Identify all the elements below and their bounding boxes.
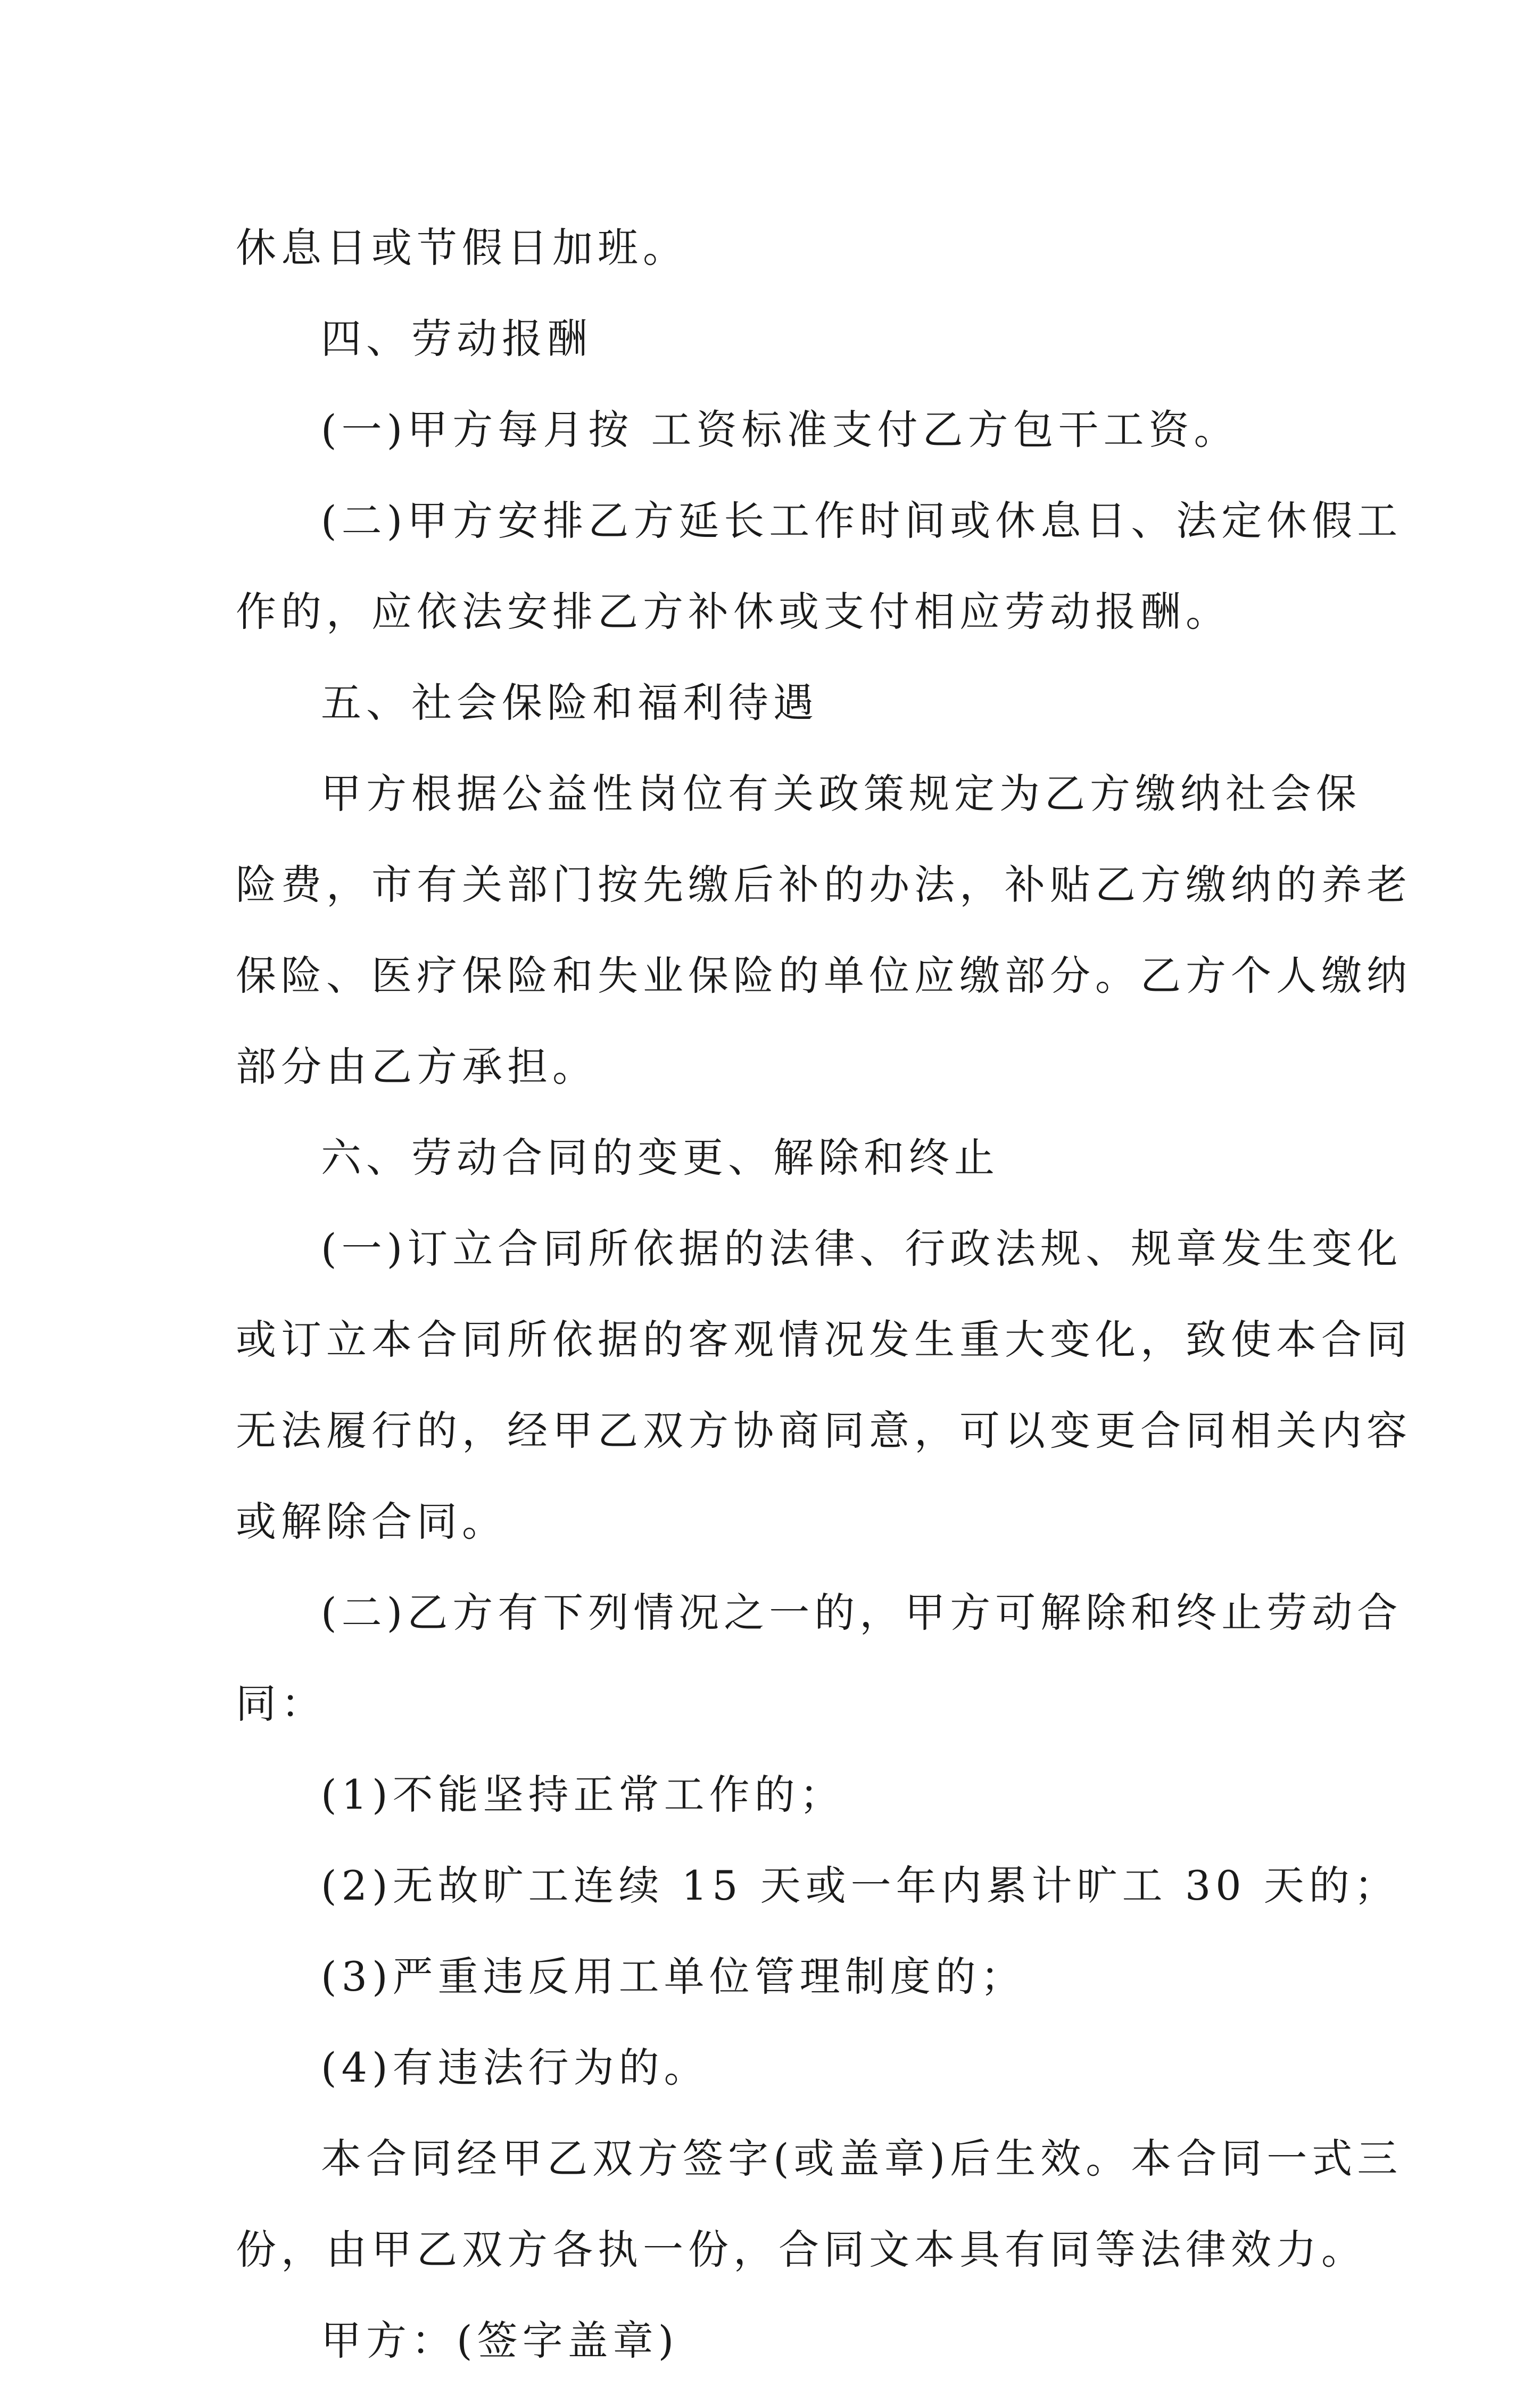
section-heading-social-insurance: 五、社会保险和福利待遇	[321, 679, 818, 726]
text-line-14: 或解除合同。	[236, 1498, 507, 1545]
list-item-3: (3)严重违反用工单位管理制度的；	[321, 1953, 1026, 2000]
text-line-22: 份，由甲乙双方各执一份，合同文本具有同等法律效力。	[236, 2226, 1367, 2273]
text-line-7: 险费，市有关部门按先缴后补的办法，补贴乙方缴纳的养老	[236, 861, 1412, 908]
party-a-signature-line: 甲方：(签字盖章)	[321, 2317, 679, 2364]
section-heading-contract-change: 六、劳动合同的变更、解除和终止	[321, 1134, 999, 1181]
text-line-9: 部分由乙方承担。	[236, 1043, 598, 1090]
text-line-13: 无法履行的，经甲乙双方协商同意，可以变更合同相关内容	[236, 1407, 1412, 1454]
text-line-15: (二)乙方有下列情况之一的，甲方可解除和终止劳动合	[321, 1589, 1403, 1636]
list-item-2: (2)无故旷工连续 15 天或一年内累计旷工 30 天的；	[321, 1862, 1400, 1909]
text-line-6: 甲方根据公益性岗位有关政策规定为乙方缴纳社会保	[321, 770, 1361, 817]
list-item-4: (4)有违法行为的。	[321, 2044, 709, 2091]
text-line-0: 休息日或节假日加班。	[236, 224, 688, 271]
text-line-12: 或订立本合同所依据的客观情况发生重大变化，致使本合同	[236, 1316, 1412, 1363]
text-line-4: 作的，应依法安排乙方补休或支付相应劳动报酬。	[236, 588, 1231, 635]
text-line-21: 本合同经甲乙双方签字(或盖章)后生效。本合同一式三	[321, 2135, 1403, 2182]
text-line-2: (一)甲方每月按 工资标准支付乙方包干工资。	[321, 406, 1239, 453]
text-line-11: (一)订立合同所依据的法律、行政法规、规章发生变化	[321, 1225, 1403, 1272]
text-line-3: (二)甲方安排乙方延长工作时间或休息日、法定休假工	[321, 497, 1403, 544]
section-heading-labor-pay: 四、劳动报酬	[321, 315, 592, 362]
list-item-1: (1)不能坚持正常工作的；	[321, 1771, 845, 1818]
text-line-8: 保险、医疗保险和失业保险的单位应缴部分。乙方个人缴纳	[236, 952, 1412, 999]
text-line-16: 同：	[236, 1680, 326, 1727]
contract-text-body	[236, 202, 1412, 2386]
